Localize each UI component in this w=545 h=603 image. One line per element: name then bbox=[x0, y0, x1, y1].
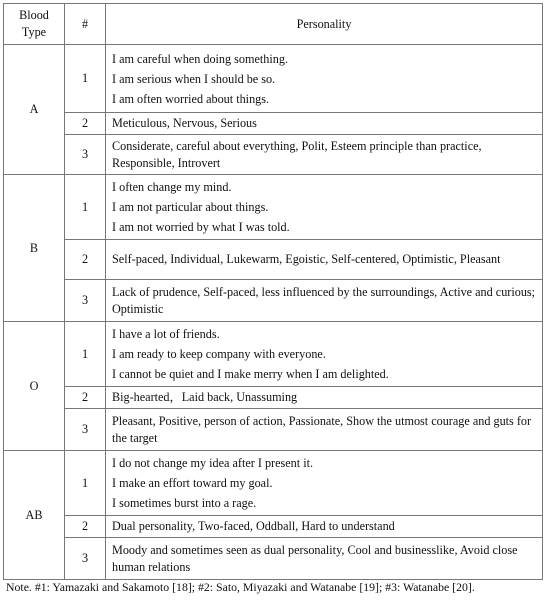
row-number: 3 bbox=[65, 409, 106, 451]
row-number: 2 bbox=[65, 240, 106, 280]
row-number: 1 bbox=[65, 451, 106, 516]
row-number: 1 bbox=[65, 175, 106, 240]
personality-cell: Meticulous, Nervous, Serious bbox=[106, 113, 543, 135]
personality-line: I am often worried about things. bbox=[112, 91, 270, 106]
row-number: 2 bbox=[65, 387, 106, 409]
row-number: 2 bbox=[65, 113, 106, 135]
personality-line: I am not worried by what I was told. bbox=[112, 220, 290, 234]
blood-type-personality-table bbox=[3, 3, 543, 580]
personality-line: I sometimes burst into a rage. bbox=[112, 496, 257, 510]
personality-cell: Pleasant, Positive, person of action, Passionate, Show the utmost courage and guts for the target bbox=[106, 409, 543, 451]
row-number: 1 bbox=[65, 45, 106, 113]
personality-line: I often change my mind. bbox=[112, 180, 232, 194]
table-row bbox=[4, 175, 543, 240]
personality-cell: Dual personality, Two-faced, Oddball, Hard to understand bbox=[106, 516, 543, 538]
personality-cell bbox=[106, 175, 543, 240]
personality-cell bbox=[106, 322, 543, 387]
table-row bbox=[4, 280, 543, 322]
personality-line: I am not particular about things. bbox=[112, 200, 269, 214]
personality-line: I have a lot of friends. bbox=[112, 327, 220, 341]
blood-type-cell: A bbox=[4, 45, 65, 175]
table-row bbox=[4, 135, 543, 175]
table-row bbox=[4, 409, 543, 451]
personality-line: I am careful when doing something. bbox=[112, 51, 288, 66]
blood-type-cell: AB bbox=[4, 451, 65, 580]
table-row bbox=[4, 387, 543, 409]
blood-type-cell: O bbox=[4, 322, 65, 451]
personality-cell: Big-hearted，Laid back, Unassuming bbox=[106, 387, 543, 409]
personality-line: I am ready to keep company with everyone. bbox=[112, 347, 326, 361]
header-blood-type: Blood Type bbox=[4, 4, 65, 45]
header-number: # bbox=[65, 4, 106, 45]
table-row bbox=[4, 45, 543, 113]
table-row bbox=[4, 516, 543, 538]
row-number: 3 bbox=[65, 135, 106, 175]
row-number: 3 bbox=[65, 280, 106, 322]
table-row bbox=[4, 240, 543, 280]
row-number: 2 bbox=[65, 516, 106, 538]
row-number: 1 bbox=[65, 322, 106, 387]
personality-cell: Lack of prudence, Self-paced, less influenced by the surroundings, Active and curious; Optimistic bbox=[106, 280, 543, 322]
table-row bbox=[4, 451, 543, 516]
header-personality: Personality bbox=[106, 4, 543, 45]
personality-cell bbox=[106, 45, 543, 113]
blood-type-cell: B bbox=[4, 175, 65, 322]
personality-cell: Self-paced, Individual, Lukewarm, Egoistic, Self-centered, Optimistic, Pleasant bbox=[106, 240, 543, 280]
table-row bbox=[4, 538, 543, 580]
personality-cell bbox=[106, 451, 543, 516]
table-row bbox=[4, 113, 543, 135]
table-row bbox=[4, 322, 543, 387]
row-number: 3 bbox=[65, 538, 106, 580]
personality-line: I make an effort toward my goal. bbox=[112, 476, 273, 490]
personality-line: I do not change my idea after I present it. bbox=[112, 456, 314, 470]
header-row bbox=[4, 4, 543, 45]
personality-line: I am serious when I should be so. bbox=[112, 71, 276, 86]
personality-line: I cannot be quiet and I make merry when I am delighted. bbox=[112, 367, 389, 381]
personality-cell: Moody and sometimes seen as dual personality, Cool and businesslike, Avoid close human relations bbox=[106, 538, 543, 580]
personality-cell: Considerate, careful about everything, Polit, Esteem principle than practice, Responsible, Introvert bbox=[106, 135, 543, 175]
table-note: Note. #1: Yamazaki and Sakamoto [18]; #2: Sato, Miyazaki and Watanabe [19]; #3: Watanabe [20]. bbox=[6, 580, 475, 594]
